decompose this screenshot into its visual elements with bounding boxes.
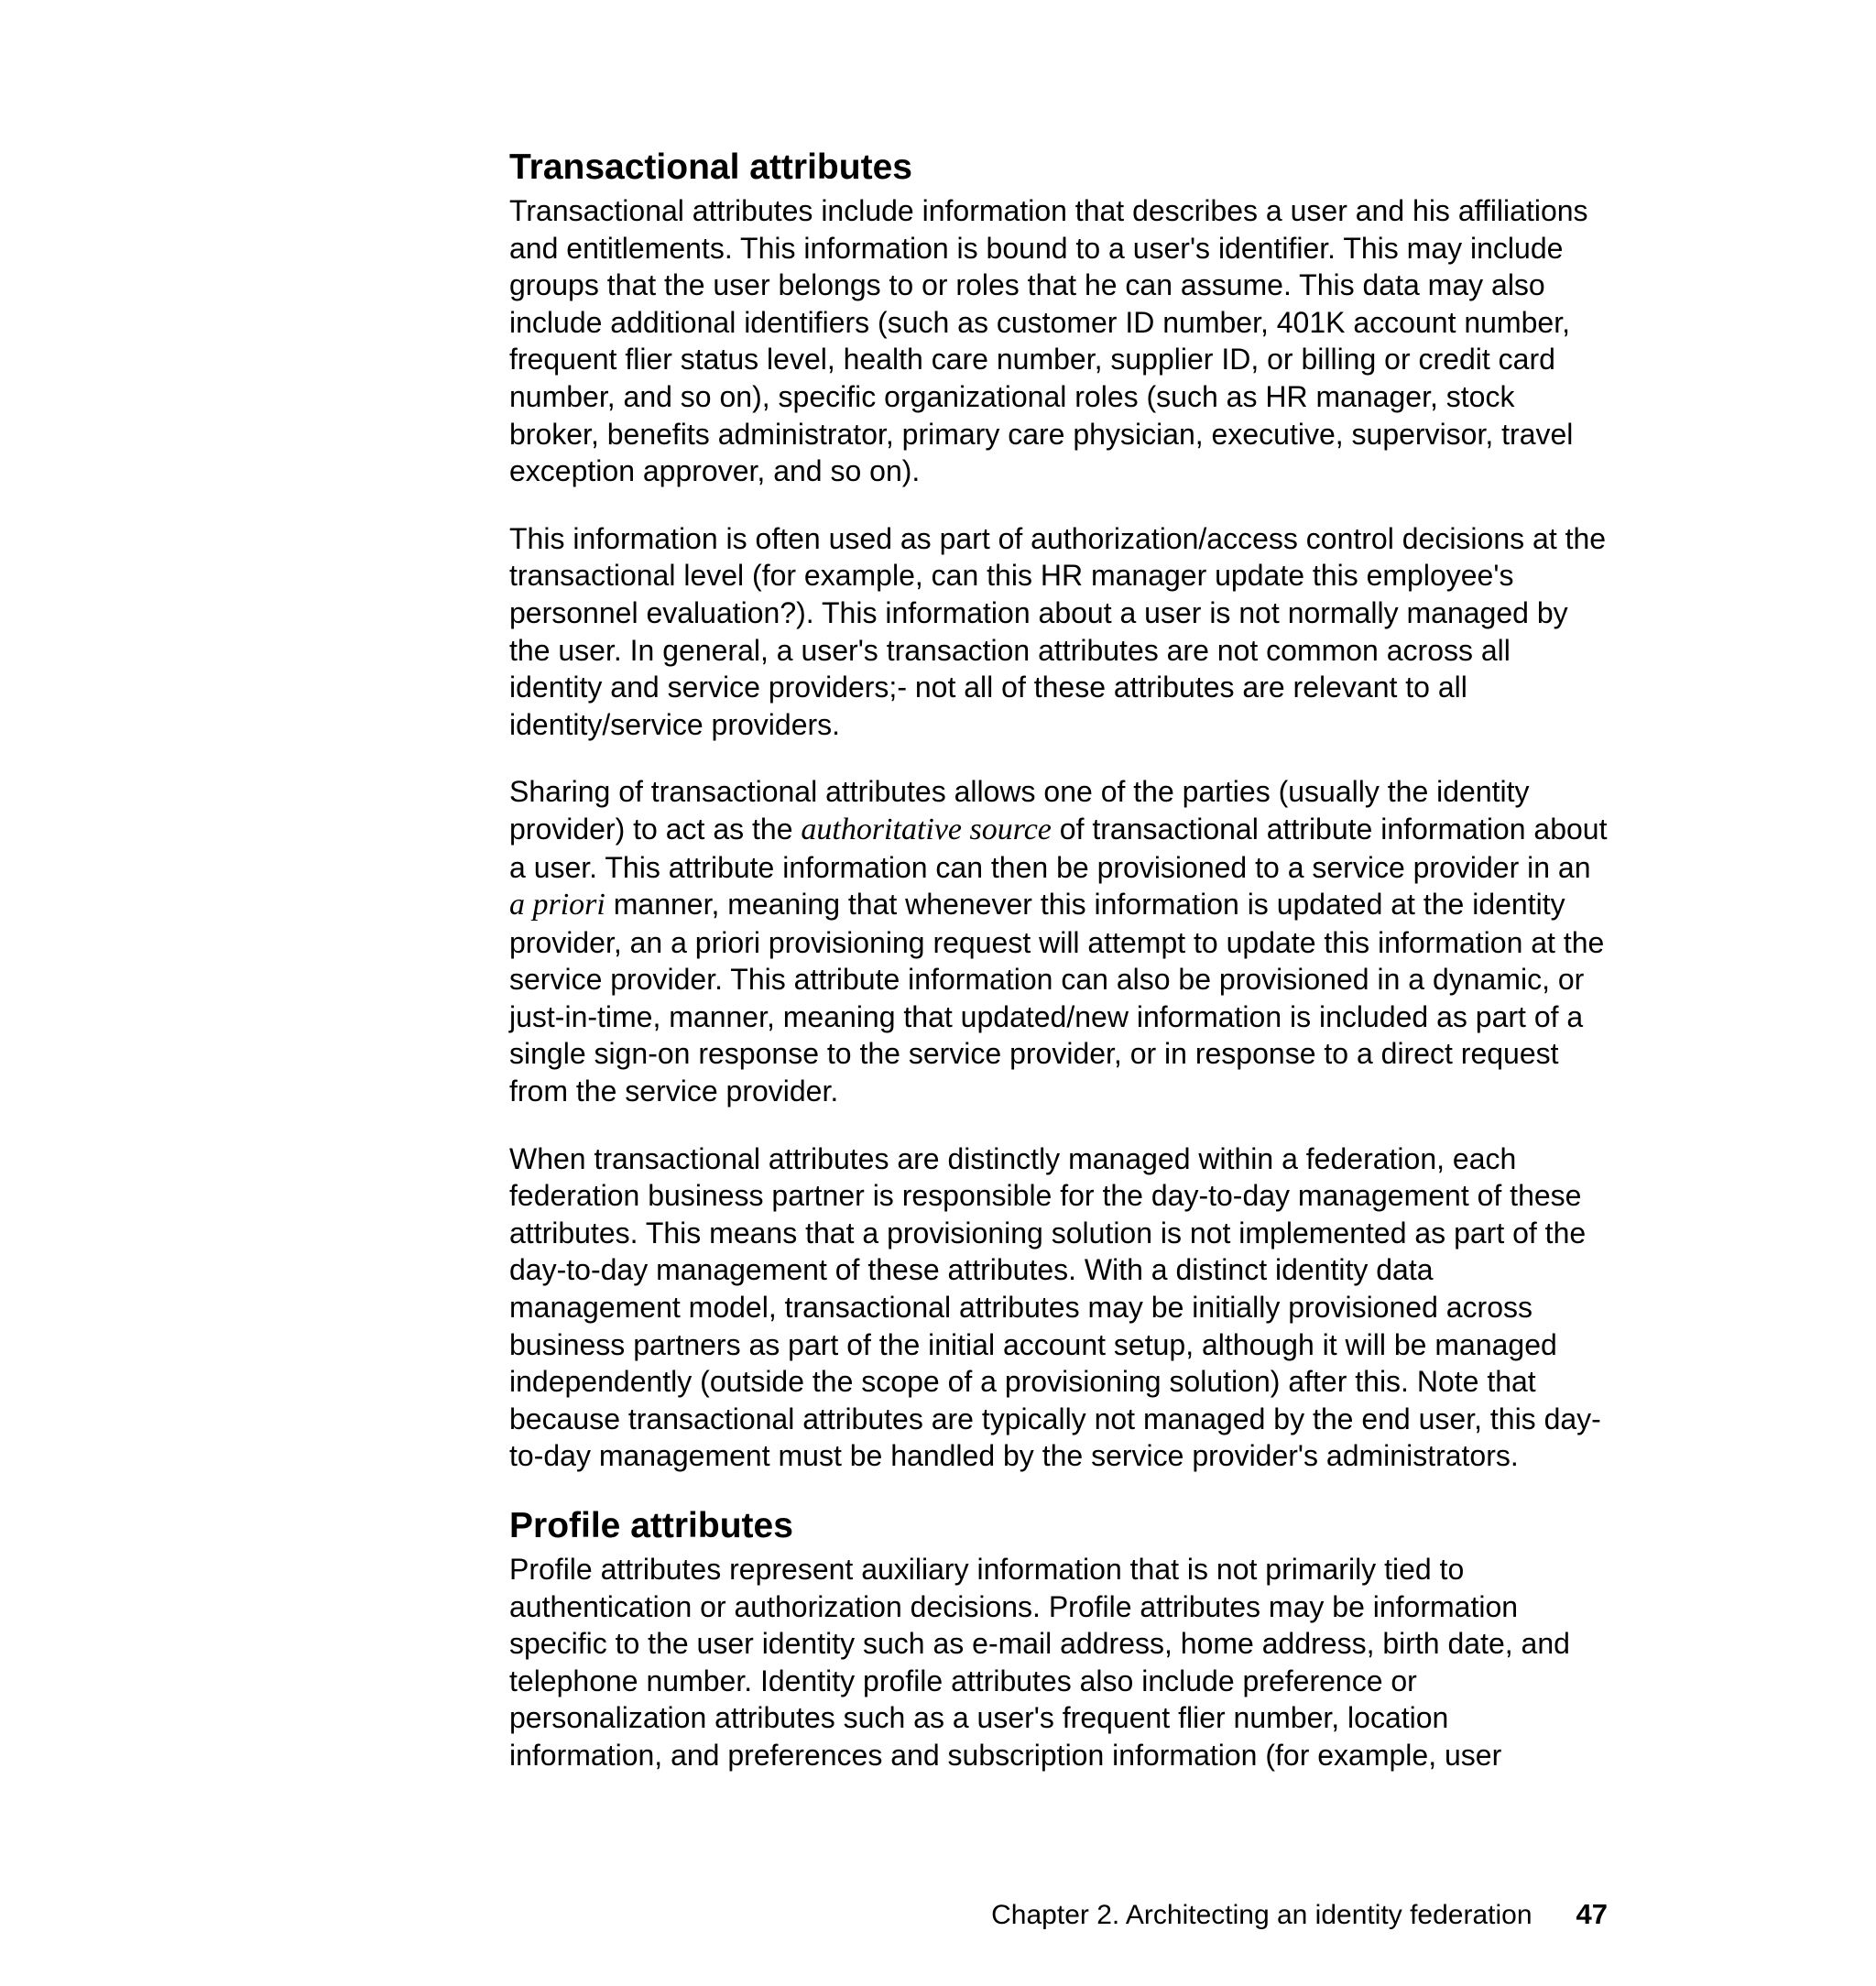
italic-term-authoritative-source: authoritative source	[801, 812, 1052, 846]
page-footer	[991, 1898, 1608, 1932]
section-heading-transactional-attributes: Transactional attributes	[509, 147, 912, 187]
paragraph-transactional-sharing	[509, 773, 1609, 1109]
paragraph-profile-intro: Profile attributes represent auxiliary information that is not primarily tied to authentication or authorization decisions. Profile attributes may be information specific to the user identity such as e-mail address, home address, birth date, and telephone number. Identity profile attributes also include preference or personalization attributes such as a user's frequent flier number, location information, and preferences and subscription information (for example, user	[509, 1553, 1570, 1772]
section-heading-profile-attributes: Profile attributes	[509, 1506, 793, 1545]
footer-page-number: 47	[1576, 1898, 1608, 1930]
paragraph-text-segment: manner, meaning that whenever this information is updated at the identity provider, an a priori provisioning request will attempt to update this information at the service provider. This attribute information can also be provisioned in a dynamic, or just-in-time, manner, meaning that updated/new information is included as part of a single sign-on response to the service provider, or in response to a direct request from the service provider.	[509, 888, 1605, 1108]
paragraph-text-segment: of transactional attribute information about a user. This attribute information can then be provisioned to a service provider in an	[509, 812, 1608, 884]
italic-term-a-priori: a priori	[509, 888, 605, 922]
page-content	[509, 147, 1609, 1805]
paragraph-transactional-management: When transactional attributes are distinctly managed within a federation, each federation business partner is responsible for the day-to-day management of these attributes. This means that a provisioning solution is not implemented as part of the day-to-day management of these attributes. With a distinct identity data management model, transactional attributes may be initially provisioned across business partners as part of the initial account setup, although it will be managed independently (outside the scope of a provisioning solution) after this. Note that because transactional attributes are typically not managed by the end user, this day-to-day management must be handled by the service provider's administrators.	[509, 1141, 1601, 1473]
paragraph-text-segment: Sharing of transactional attributes allows one of the parties (usually the identity provider) to act as the	[509, 775, 1530, 846]
paragraph-transactional-intro: Transactional attributes include information that describes a user and his affiliations and entitlements. This information is bound to a user's identifier. This may include groups that the user belongs to or roles that he can assume. This data may also include additional identifiers (such as customer ID number, 401K account number, frequent flier status level, health care number, supplier ID, or billing or credit card number, and so on), specific organizational roles (such as HR manager, stock broker, benefits administrator, primary care physician, executive, supervisor, travel exception approver, and so on).	[509, 194, 1588, 488]
paragraph-transactional-authorization: This information is often used as part of authorization/access control decisions at the transactional level (for example, can this HR manager update this employee's personnel evaluation?). This information about a user is not normally managed by the user. In general, a user's transaction attributes are not common across all identity and service providers;- not all of these attributes are relevant to all identity/service providers.	[509, 521, 1607, 741]
footer-chapter-title: Chapter 2. Architecting an identity federation	[991, 1900, 1532, 1930]
